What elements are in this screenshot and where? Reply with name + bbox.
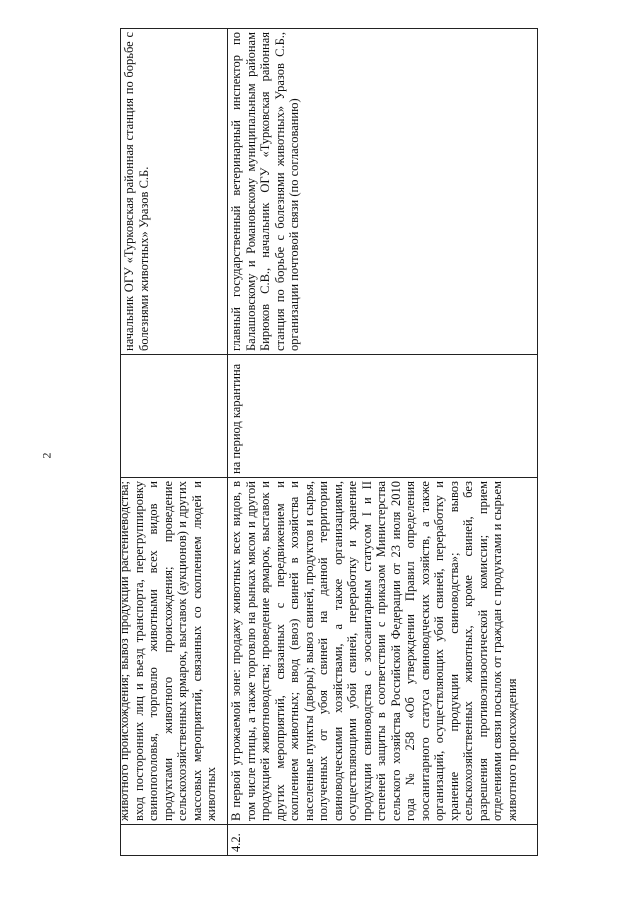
measures-table-sheet — [117, 28, 538, 856]
responsible-cell: главный государственный ветеринарный инспектор по Балашовскому и Романовскому муниципальным районам Бирюков С.В., начальник ОГУ «Турковская районная станция по борьбе с болезнями животных» Уразов С.Б., организации почтовой связи (по согласованию) — [228, 29, 538, 355]
measures-table — [117, 28, 538, 856]
table-row — [228, 29, 538, 856]
row-number-cell — [121, 825, 228, 856]
measure-description-cell — [117, 478, 228, 825]
measure-description-cell: В первой угрожаемой зоне: продажу животных всех видов, в том числе птицы, а также торговлю на рынках мясом и другой продукцией животноводства; проведение ярмарок, выставок и других мероприятий, связанных с передвижением и скоплением животных; ввод (ввоз) свиней в хозяйства и населенные пункты (дворы); вывоз свиней, продуктов и сырья, полученных от убоя свиней на данной территории свиноводческими хозяйствами, а также организациями, осуществляющими убой свиней, переработку и хранение продукции свиноводства с зоосанитарным статусом I и II степеней защиты в соответствии с приказом Министерства сельского хозяйства Российской Федерации от 23 июля 2010 года № 258 «Об утверждении Правил определения зоосанитарного статуса свиноводческих хозяйств, а также организаций, осуществляющих убой свиней, переработку и хранение продукции свиноводства»; вывоз сельскохозяйственных животных, кроме свиней, без разрешения противоэпизоотической комиссии; прием отделениями связи посылок от граждан с продуктами и сырьем животного происхождения — [228, 478, 538, 825]
period-cell — [121, 355, 228, 478]
page-number: 2 — [39, 452, 54, 459]
measure-description-text: животного происхождения; вывоз продукции растениеводства; вход посторонних лиц и въезд транспорта, перегруппировку свинопоголовья, торговлю животными всех видов и продуктами животного происхождения; проведение сельскохозяйственных ярмарок, выставок (аукционов) и других массовых мероприятий, связанных со скоплением людей и животных — [117, 481, 218, 821]
table-row — [121, 29, 228, 856]
responsible-cell: начальник ОГУ «Турковская районная станция по борьбе с болезнями животных» Уразов С.Б. — [121, 29, 228, 355]
period-cell: на период карантина — [228, 355, 538, 478]
row-number-cell: 4.2. — [228, 825, 538, 856]
